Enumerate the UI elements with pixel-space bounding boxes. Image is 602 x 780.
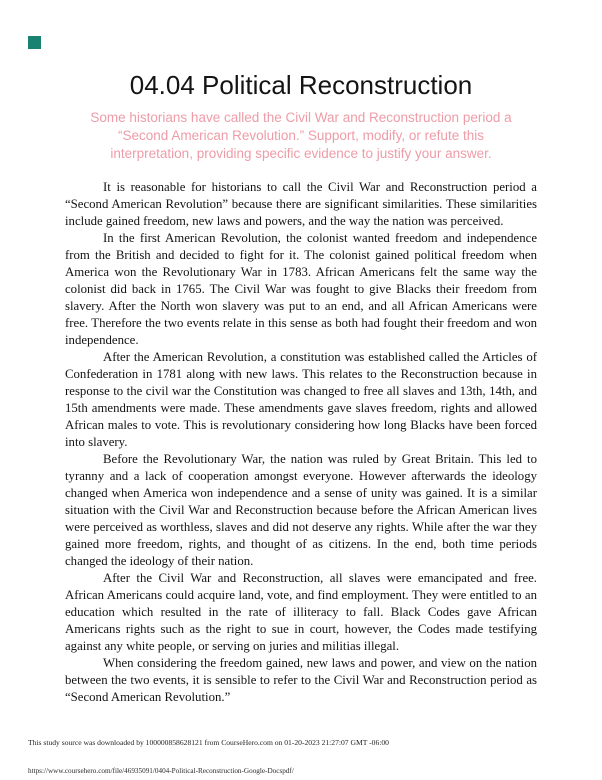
download-attribution-note: This study source was downloaded by 100000858628121 from CourseHero.com on 01-20-2023 21:27:07 GMT -06:00 (28, 738, 389, 747)
essay-prompt-line: “Second American Revolution.” Support, modify, or refute this (118, 128, 484, 144)
essay-paragraph: After the Civil War and Reconstruction, all slaves were emancipated and free. African Americans could acquire land, vote, and find employment. They were entitled to an education which resulted in the rate of illiteracy to fall. Black Codes gave African Americans rights such as the right to sue in court, however, the Codes made testifying against any white people, or serving on juries and militias illegal. (65, 571, 537, 654)
source-url-link[interactable]: https://www.coursehero.com/file/46935091/0404-Political-Reconstruction-Google-Docspdf/ (28, 767, 294, 775)
essay-paragraph: Before the Revolutionary War, the nation was ruled by Great Britain. This led to tyranny and a lack of cooperation amongst everyone. However afterwards the ideology changed when America won independence and a sense of unity was gained. It is a similar situation with the Civil War and Reconstruction because before the African American lives were perceived as worthless, slaves and did not deserve any rights. While after the war they gained more freedom, rights, and thought of as citizens. In the end, both time periods changed the ideology of their nation. (65, 452, 537, 569)
essay-paragraph: In the first American Revolution, the colonist wanted freedom and independence from the British and decided to fight for it. The colonist gained political freedom when America won the Revolutionary War in 1783. African Americans felt the same way the colonist did back in 1765. The Civil War was fought to give Blacks their freedom from slavery. After the North won slavery was put to an end, and all African Americans were free. Therefore the two events relate in this sense as both had fought their freedom and won independence. (65, 231, 537, 348)
essay-prompt-line: Some historians have called the Civil War and Reconstruction period a (90, 110, 512, 126)
essay-paragraph: It is reasonable for historians to call the Civil War and Reconstruction period a “Second American Revolution” because there are significant similarities. These similarities include gained freedom, new laws and powers, and the way the nation was perceived. (65, 180, 537, 229)
essay-body (65, 179, 537, 706)
essay-paragraph: After the American Revolution, a constitution was established called the Articles of Confederation in 1781 along with new laws. This relates to the Reconstruction because in response to the civil war the Constitution was changed to free all slaves and 13th, 14th, and 15th amendments were made. These amendments gave slaves freedom, rights and allowed African males to vote. This is revolutionary considering how long Blacks have been forced into slavery. (65, 350, 537, 450)
page-title: 04.04 Political Reconstruction (129, 70, 473, 100)
essay-paragraph: When considering the freedom gained, new laws and power, and view on the nation between the two events, it is sensible to refer to the Civil War and Reconstruction period as “Second American Revolution.” (65, 656, 537, 705)
coursehero-corner-icon (28, 36, 41, 49)
essay-prompt (62, 109, 540, 163)
essay-prompt-line: interpretation, providing specific evidence to justify your answer. (110, 146, 492, 162)
